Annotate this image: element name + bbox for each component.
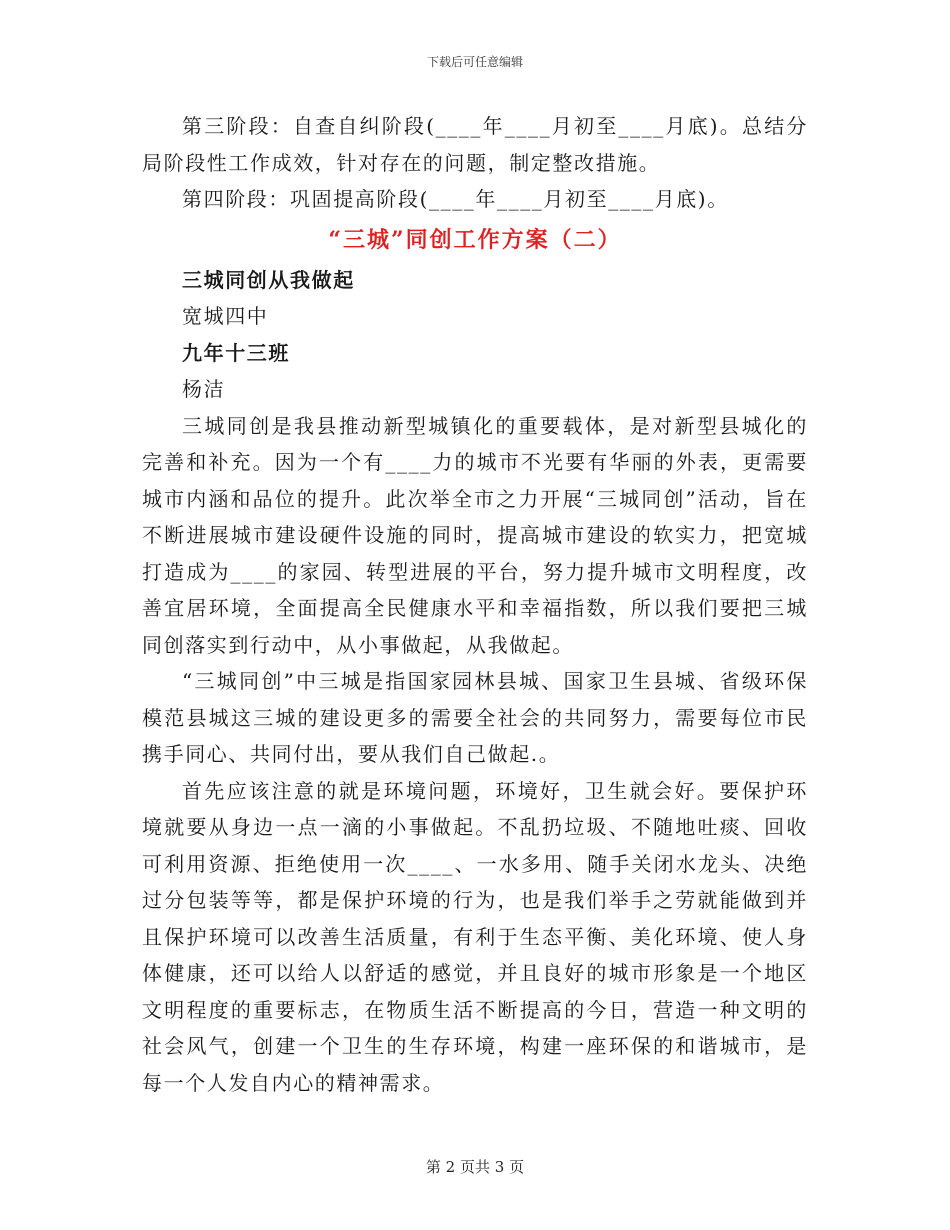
essay-subtitle: 三城同创从我做起 — [182, 267, 355, 292]
body-paragraph-3: 首先应该注意的就是环境问题，环境好，卫生就会好。要保护环境就要从身边一点一滴的小事做起。不乱扔垃圾、不随地吐痰、回收可利用资源、拒绝使用一次____、一水多用、随手关闭水龙头、决绝过分包装等等，都是保护环境的行为，也是我们举手之劳就能做到并且保护环境可以改善生活质量，有利于生态平衡、美化环境、使人身体健康，还可以给人以舒适的感觉，并且良好的城市形象是一个地区文明程度的重要标志，在物质生活不断提高的今日，营造一种文明的社会风气，创建一个卫生的生存环境，构建一座环保的和谐城市，是每一个人发自内心的精神需求。 — [142, 778, 808, 1095]
page-header-note: 下载后可任意编辑 — [426, 55, 523, 69]
school-name: 宽城四中 — [182, 304, 269, 328]
document-title: “三城”同创工作方案（二） — [328, 226, 622, 253]
stage-three-paragraph: 第三阶段：自查自纠阶段(____年____月初至____月底)。总结分局阶段性工作成效，针对存在的问题，制定整改措施。 — [142, 114, 808, 175]
stage-four-paragraph: 第四阶段：巩固提高阶段(____年____月初至____月底)。 — [182, 187, 729, 211]
author-name: 杨洁 — [182, 377, 226, 401]
body-paragraph-1: 三城同创是我县推动新型城镇化的重要载体，是对新型县城化的完善和补充。因为一个有____力的城市不光要有华丽的外表，更需要城市内涵和品位的提升。此次举全市之力开展“三城同创”活动，旨在不断进展城市建设硬件设施的同时，提高城市建设的软实力，把宽城打造成为____的家园、转型进展的平台，努力提升城市文明程度，改善宜居环境，全面提高全民健康水平和幸福指数，所以我们要把三城同创落实到行动中，从小事做起，从我做起。 — [142, 413, 808, 657]
page-number-footer: 第 2 页共 3 页 — [425, 1158, 525, 1176]
body-paragraph-2: “三城同创”中三城是指国家园林县城、国家卫生县城、省级环保模范县城这三城的建设更多的需要全社会的共同努力，需要每位市民携手同心、共同付出，要从我们自己做起.。 — [142, 669, 808, 766]
document-body — [142, 108, 808, 1101]
class-name: 九年十三班 — [182, 340, 290, 365]
